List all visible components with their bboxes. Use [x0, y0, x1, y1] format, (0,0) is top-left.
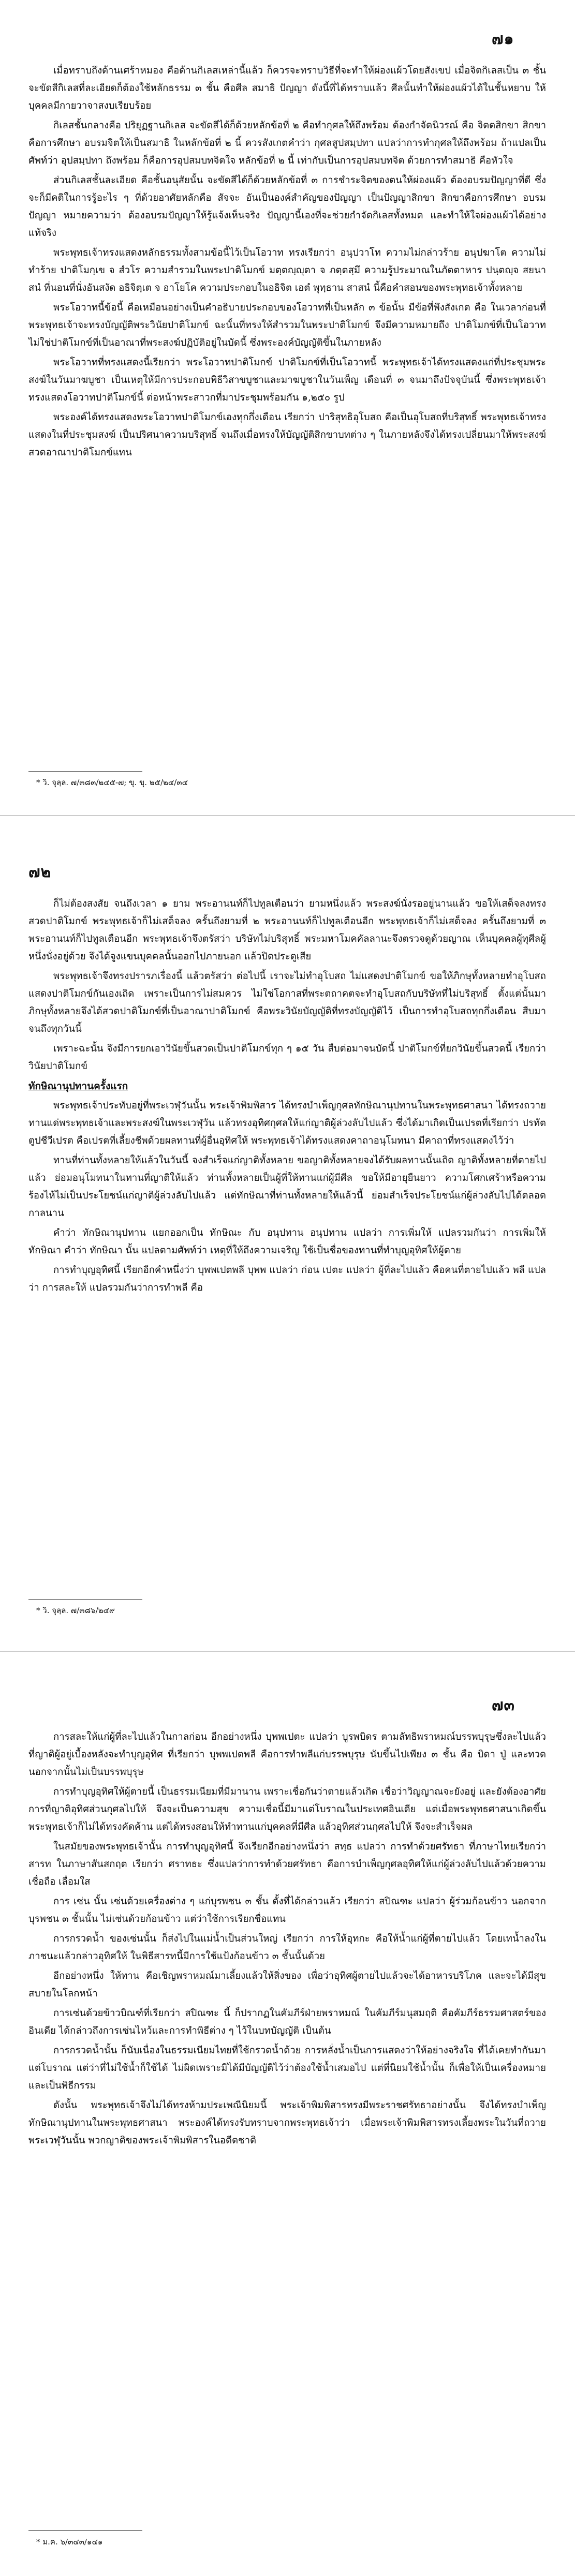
- page-number: ๗๒: [28, 863, 52, 881]
- paragraph: การเซ่นด้วยข้าวบิณฑ์ที่เรียกว่า สปิณฑะ นี้ ก็ปรากฏในคัมภีร์ฝ่ายพราหมณ์ ในคัมภีร์มนุสมฤติ คือคัมภีร์ธรรมศาสตร์ของอินเดีย ได้กล่าวถึงการเซ่นไหว้และการทำพิธีต่าง ๆ ไว้ในบทบัญญัติ เป็นต้น: [28, 2008, 546, 2036]
- paragraph: พระโอวาทนี้ข้อนี้ คือเหมือนอย่างเป็นคำอธิบายประกอบของโอวาทที่เป็นหลัก ๓ ข้อนั้น มีข้อที่พึงสังเกต คือ ในเวลาก่อนที่พระพุทธเจ้าจะทรงบัญญัติพระวินัยปาติโมกข์ ฉะนั้นที่ทรงให้สำรวมในพระปาติโมกข์ จึงมีความหมายถึง ปาติโมกข์ที่เป็นโอวาท ไม่ใช่ปาติโมกข์ที่เป็นอาณาที่พระสงฆ์ปฏิบัติอยู่ในบัดนี้ ซึ่งพระองค์บัญญัติขึ้นในภายหลัง: [28, 302, 546, 348]
- paragraph: การกรวดน้ำนั้น ก็นับเนื่องในธรรมเนียมไทยที่ใช้กรวดน้ำด้วย การหลั่งน้ำเป็นการแสดงว่าให้อย่างจริงใจ ที่ได้เคยทำกันมาแต่โบราณ แต่ว่าที่ไม่ใช้น้ำก็ใช้ได้ ไม่ผิดเพราะมิได้มีบัญญัติไว้ว่าต้องใช้น้ำเสมอไป แต่ที่นิยมใช้น้ำนั้น ก็เพื่อให้เป็นเครื่องหมาย และเป็นพิธีกรรม: [28, 2045, 546, 2091]
- page-number: ๗๑: [492, 30, 514, 48]
- paragraph: เพราะฉะนั้น จึงมีการยกเอาวินัยขึ้นสวดเป็นปาติโมกข์ทุก ๆ ๑๕ วัน สืบต่อมาจนบัดนี้ ปาติโมกข์ที่ยกวินัยขึ้นสวดนี้ เรียกว่า วินัยปาติโมกข์: [28, 1043, 546, 1072]
- paragraph: พระโอวาทที่ทรงแสดงนี้เรียกว่า พระโอวาทปาติโมกข์ ปาติโมกข์ที่เป็นโอวาทนี้ พระพุทธเจ้าได้ทรงแสดงแก่ที่ประชุมพระสงฆ์ในวันมาฆบูชา เป็นเหตุให้มีการประกอบพิธีวิสาขบูชาและมาฆบูชาในวันเพ็ญ เดือนที่ ๓ จนมาถึงปัจจุบันนี้ ซึ่งพระพุทธเจ้าทรงแสดงโอวาทปาติโมกข์นี้ ต่อหน้าพระสาวกที่มาประชุมพร้อมกัน ๑,๒๕๐ รูป: [28, 357, 546, 403]
- paragraph: การทำบุญอุทิศนี้ เรียกอีกคำหนึ่งว่า บุพพเปตพลี บุพพ แปลว่า ก่อน เปตะ แปลว่า ผู้ที่ละไปแล้ว คือคนที่ตายไปแล้ว พลี แปลว่า การสละให้ แปลรวมกันว่าการทำพลี คือ: [28, 1265, 546, 1293]
- page-3: [0, 1682, 575, 2562]
- footnote: * วิ. จุลฺล. ๗/๓๘๓/๒๔๕-๗; ขุ. ขุ. ๒๕/๒๔/๓๔: [36, 778, 188, 787]
- page-body: [28, 62, 546, 464]
- page-separator: [0, 815, 575, 816]
- footnote-rule: [28, 771, 142, 772]
- paragraph: การ เซ่น นั้น เซ่นด้วยเครื่องต่าง ๆ แก่บุรพชน ๓ ชั้น ตั้งที่ได้กล่าวแล้ว เรียกว่า สปิณฑะ แปลว่า ผู้ร่วมก้อนข้าว นอกจากบุรพชน ๓ ชั้นนั้น ไม่เซ่นด้วยก้อนข้าว แต่ว่าใช้การเรียกชื่อแทน: [28, 1896, 546, 1924]
- paragraph: อีกอย่างหนึ่ง ให้ทาน คือเชิญพราหมณ์มาเลี้ยงแล้วให้สิ่งของ เพื่อว่าอุทิศผู้ตายไปแล้วจะได้อาหารบริโภค และจะได้มีสุขสบายในโลกหน้า: [28, 1971, 546, 1999]
- page-body: [28, 895, 546, 1299]
- page-body: [28, 1728, 546, 2152]
- footnote: * วิ. จุลฺล. ๗/๓๘๖/๒๔๙: [36, 1606, 115, 1615]
- paragraph: การทำบุญอุทิศให้ผู้ตายนี้ เป็นธรรมเนียมที่มีมานาน เพราะเชื่อกันว่าตายแล้วเกิด เชื่อว่าวิญญาณจะยังอยู่ และยังต้องอาศัยการที่ญาติอุทิศส่วนกุศลไปให้ จึงจะเป็นความสุข ความเชื่อนี้มีมาแต่โบราณในประเทศอินเดีย แต่เมื่อพระพุทธศาสนาเกิดขึ้น พระพุทธเจ้าก็ไม่ได้ทรงคัดค้าน แต่ได้ทรงสอนให้ทำทานแก่บุคคลที่มีศีล แล้วอุทิศส่วนกุศลไปให้ จึงจะสำเร็จผล: [28, 1786, 546, 1832]
- page-separator: [0, 1651, 575, 1652]
- section-heading: ทักษิณานุปทานครั้งแรก: [28, 1080, 128, 1092]
- page-1: [0, 16, 575, 802]
- footnote-rule: [28, 1599, 142, 1600]
- paragraph: ทานที่ท่านทั้งหลายให้แล้วในวันนี้ จงสำเร็จแก่ญาติทั้งหลาย ขอญาติทั้งหลายจงได้รับผลทานนั้นเถิด ญาติทั้งหลายที่ตายไปแล้ว ย่อมอนุโมทนาในทานที่ญาติให้แล้ว ท่านทั้งหลายเป็นผู้ที่ให้ทานแก่ผู้มีศีล ขอให้มีอายุยืนยาว ความโศกเศร้าหรือความร้องไห้ไม่เป็นประโยชน์แก่ญาติผู้ล่วงลับไปแล้ว แต่ทักษิณาที่ท่านทั้งหลายให้แล้วนี้ ย่อมสำเร็จประโยชน์แก่ผู้ล่วงลับไปได้ตลอดกาลนาน: [28, 1155, 546, 1219]
- page-2: [0, 849, 575, 1635]
- paragraph: พระพุทธเจ้าทรงแสดงหลักธรรมทั้งสามข้อนี้ไว้เป็นโอวาท ทรงเรียกว่า อนุปวาโท ความไม่กล่าวร้าย อนุปฆาโต ความไม่ทำร้าย ปาติโมกฺเข จ สํวโร ความสำรวมในพระปาติโมกข์ มตฺตญฺญุตา จ ภตฺตสฺมึ ความรู้ประมาณในภัตตาหาร ปนฺตญฺจ สยนาสนํ ที่นอนที่นั่งอันสงัด อธิจิตฺเต จ อาโยโค ความประกอบในอธิจิต เอตํ พุทฺธาน สาสนํ นี้คือคำสอนของพระพุทธเจ้าทั้งหลาย: [28, 247, 546, 293]
- paragraph: การสละให้แก่ผู้ที่ละไปแล้วในกาลก่อน อีกอย่างหนึ่ง บุพพเปตะ แปลว่า บูรพบิดร ตามลัทธิพราหมณ์บรรพบุรุษซึ่งละไปแล้วที่ญาติผู้อยู่เบื้องหลังจะทำบุญอุทิศ ที่เรียกว่า บุพพเปตพลี คือการทำพลีแก่บรรพบุรุษ นับขึ้นไปเพียง ๓ ชั้น คือ บิดา ปู่ และทวด นอกจากนั้นไม่เป็นบรรพบุรุษ: [28, 1731, 546, 1778]
- paragraph: พระพุทธเจ้าจึงทรงปรารภเรื่องนี้ แล้วตรัสว่า ต่อไปนี้ เราจะไม่ทำอุโบสถ ไม่แสดงปาติโมกข์ ขอให้ภิกษุทั้งหลายทำอุโบสถ แสดงปาติโมกข์กันเองเถิด เพราะเป็นการไม่สมควร ไม่ใช่โอกาสที่พระตถาคตจะทำอุโบสถกับบริษัทที่ไม่บริสุทธิ์ ตั้งแต่นั้นมา ภิกษุทั้งหลายจึงได้สวดปาติโมกข์ที่เป็นอาณาปาติโมกข์ คือพระวินัยบัญญัติที่ทรงบัญญัติไว้ เป็นการทำอุโบสถทุกกึ่งเดือน สืบมาจนถึงทุกวันนี้: [28, 971, 546, 1034]
- paragraph: กิเลสชั้นกลางคือ ปริยุฏฐานกิเลส จะขัดสีได้ก็ด้วยหลักข้อที่ ๒ คือทำกุศลให้ถึงพร้อม ต้องกำจัดนิวรณ์ คือ จิตตสิกขา สิกขาคือการศึกษา อบรมจิตให้เป็นสมาธิ ในหลักข้อที่ ๒ นี้ ควรสังเกตคำว่า กุศลสูปสมฺปทา แปลว่าการทำกุศลให้ถึงพร้อม ถ้าแปลเป็นศัพท์ว่า อุปสมฺปทา ถึงพร้อม ก็คือการอุปสมบทจิตใจ หลักข้อที่ ๒ นี้ เท่ากับเป็นการอุปสมบทจิต ด้วยการทำสมาธิ คือหัวใจ: [28, 120, 546, 166]
- paragraph: ในสมัยของพระพุทธเจ้านั้น การทำบุญอุทิศนี้ จึงเรียกอีกอย่างหนึ่งว่า สทฺธ แปลว่า การทำด้วยศรัทธา ที่ภาษาไทยเรียกว่า สารท ในภาษาสันสกฤต เรียกว่า ศราทธะ ซึ่งแปลว่าการทำด้วยศรัทธา คือการบำเพ็ญกุศลอุทิศให้แก่ผู้ล่วงลับไปแล้วด้วยความเชื่อถือ เลื่อมใส: [28, 1841, 546, 1887]
- paragraph: การกรวดน้ำ ของเซ่นนั้น ก็ส่งไปในแม่น้ำเป็นส่วนใหญ่ เรียกว่า การให้อุทกะ คือให้น้ำแก่ผู้ที่ตายไปแล้ว โดยเทน้ำลงในภาชนะแล้วกล่าวอุทิศให้ ในพิธีสารทนี้มีการใช้แป้งก้อนข้าว ๓ ชั้นนั้นด้วย: [28, 1933, 546, 1962]
- paragraph: คำว่า ทักษิณานุปทาน แยกออกเป็น ทักษิณะ กับ อนุปทาน อนุปทาน แปลว่า การเพิ่มให้ แปลรวมกันว่า การเพิ่มให้ ทักษิณา คำว่า ทักษิณา นั้น แปลตามศัพท์ว่า เหตุที่ให้ถึงความเจริญ ใช้เป็นชื่อของทานที่ทำบุญอุทิศให้ผู้ตาย: [28, 1227, 546, 1256]
- paragraph: พระองค์ได้ทรงแสดงพระโอวาทปาติโมกข์เองทุกกึ่งเดือน เรียกว่า ปาริสุทธิอุโบสถ คือเป็นอุโบสถที่บริสุทธิ์ พระพุทธเจ้าทรงแสดงในที่ประชุมสงฆ์ เป็นปริศนาความบริสุทธิ์ จนถึงเมื่อทรงให้บัญญัติสิกขาบทต่าง ๆ ในภายหลังจึงได้ทรงเปลี่ยนมาให้พระสงฆ์สวดอาณาปาติโมกข์แทน: [28, 412, 546, 458]
- footnote: * ม.ค. ๖/๓๔๓/๑๔๑: [36, 2537, 103, 2547]
- footnote-rule: [28, 2530, 142, 2531]
- paragraph: ก็ไม่ต้องสงสัย จนถึงเวลา ๑ ยาม พระอานนท์ก็ไปทูลเตือนว่า ยามหนึ่งแล้ว พระสงฆ์นั่งรออยู่นานแล้ว ขอให้เสด็จลงทรงสวดปาติโมกข์ พระพุทธเจ้าก็ไม่เสด็จลง ครั้นถึงยามที่ ๒ พระอานนท์ก็ไปทูลเตือนอีก พระพุทธเจ้าก็ไม่เสด็จลง ครั้นถึงยามที่ ๓ พระอานนท์ก็ไปทูลเตือนอีก พระพุทธเจ้าจึงตรัสว่า บริษัทไม่บริสุทธิ์ พระมหาโมคคัลลานะจึงตรวจดูด้วยญาณ เห็นบุคคลผู้ทุศีลผู้หนึ่งนั่งอยู่ด้วย จึงได้จูงแขนบุคคลนั้นออกไปภายนอก แล้วปิดประตูเสีย: [28, 898, 546, 962]
- page-number: ๗๓: [492, 1696, 515, 1714]
- paragraph: พระพุทธเจ้าประทับอยู่ที่พระเวฬุวันนั้น พระเจ้าพิมพิสาร ได้ทรงบำเพ็ญกุศลทักษิณานุปทานในพระพุทธศาสนา ได้ทรงถวายทานแด่พระพุทธเจ้าและพระสงฆ์ในพระเวฬุวัน แล้วทรงอุทิศกุศลให้แก่ญาติผู้ล่วงลับไปแล้ว ซึ่งได้มาเกิดเป็นเปรตที่เรียกว่า ปรทัตตูปชีวีเปรต คือเปรตที่เลี้ยงชีพด้วยผลทานที่ผู้อื่นอุทิศให้ พระพุทธเจ้าได้ทรงแสดงคาถาอนุโมทนา มีคาถาที่ทรงแสดงไว้ว่า: [28, 1100, 546, 1146]
- paragraph: เมื่อทราบถึงด้านเศร้าหมอง คือด้านกิเลสเหล่านี้แล้ว ก็ควรจะทราบวิธีที่จะทำให้ผ่องแผ้วโดยสังเขป เมื่อจิตกิเลสเป็น ๓ ชั้น จะขัดสีกิเลสที่ละเอียดก็ต้องใช้หลักธรรม ๓ ชั้น คือศีล สมาธิ ปัญญา ดังนี้ที่ได้ทราบแล้ว ศีลนั้นทำให้ผ่องแผ้วได้ในชั้นหยาบ ให้บุคคลมีกายวาจาสงบเรียบร้อย: [28, 65, 546, 111]
- paragraph: ส่วนกิเลสชั้นละเอียด คือชั้นอนุสัยนั้น จะขัดสีได้ก็ด้วยหลักข้อที่ ๓ การชำระจิตของตนให้ผ่องแผ้ว ต้องอบรมปัญญาที่ดี ซึ่งจะก็มีคติในการรู้อะไร ๆ ที่ด้วยอาศัยหลักคือ สัจจะ อันเป็นองค์สำคัญของปัญญา เป็นปัญญาสิกขา สิกขาคือการศึกษา อบรมปัญญา หมายความว่า ต้องอบรมปัญญาให้รู้แจ้งเห็นจริง ปัญญานี้เองที่จะช่วยกำจัดกิเลสทั้งหมด และทำให้ใจผ่องแผ้วได้อย่างแท้จริง: [28, 175, 546, 239]
- paragraph: ดังนั้น พระพุทธเจ้าจึงไม่ได้ทรงห้ามประเพณีนิยมนี้ พระเจ้าพิมพิสารทรงมีพระราชศรัทธาอย่างนั้น จึงได้ทรงบำเพ็ญทักษิณานุปทานในพระพุทธศาสนา พระองค์ได้ทรงรับทราบจากพระพุทธเจ้าว่า เมื่อพระเจ้าพิมพิสารทรงเลี้ยงพระในวันที่ถวายพระเวฬุวันนั้น พวกญาติของพระเจ้าพิมพิสารในอดีตชาติ: [28, 2100, 546, 2146]
